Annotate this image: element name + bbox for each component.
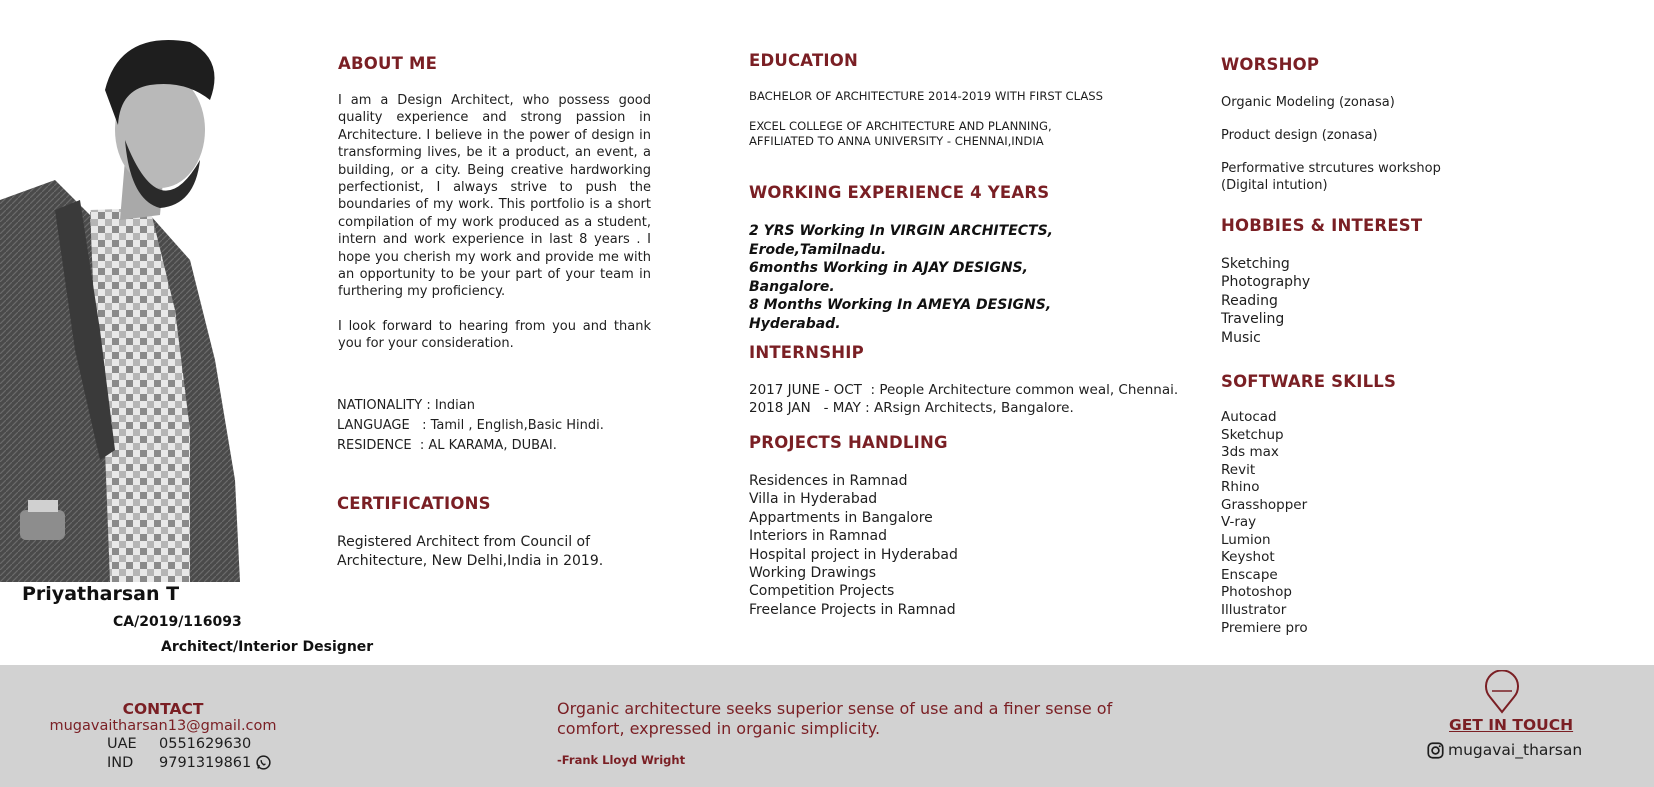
list-item: 3ds max — [1221, 444, 1279, 461]
list-item: Interiors in Ramnad — [749, 528, 888, 545]
workshop-list — [1221, 94, 1441, 210]
personal-details — [337, 396, 604, 456]
quote-text: Organic architecture seeks superior sense of use and a finer sense of comfort, expressed in organic simplicity. — [557, 699, 1113, 738]
experience-line: 6months Working in AJAY DESIGNS, — [749, 260, 1028, 276]
instagram-handle: mugavai_tharsan — [1448, 741, 1583, 759]
phone-uae-number: 0551629630 — [159, 736, 252, 752]
experience-heading: WORKING EXPERIENCE 4 YEARS — [749, 183, 1050, 202]
experience-line: Hyderabad. — [749, 315, 841, 332]
experience-line: Bangalore. — [749, 278, 835, 295]
quote-author: -Frank Lloyd Wright — [557, 753, 686, 767]
language: LANGUAGE : Tamil , English,Basic Hindi. — [337, 418, 604, 433]
list-item: V-ray — [1221, 514, 1257, 531]
certifications-heading: CERTIFICATIONS — [337, 494, 491, 513]
education-college: EXCEL COLLEGE OF ARCHITECTURE AND PLANNING, — [749, 119, 1052, 133]
list-item: Keyshot — [1221, 549, 1275, 566]
list-item: Working Drawings — [749, 565, 877, 582]
list-item: Sketchup — [1221, 426, 1284, 443]
education-heading: EDUCATION — [749, 51, 858, 70]
list-item: Revit — [1221, 461, 1256, 478]
internship-heading: INTERNSHIP — [749, 343, 864, 362]
list-item: Rhino — [1221, 479, 1260, 496]
hobbies-list — [1221, 255, 1310, 347]
profile-name: Priyatharsan T — [22, 583, 180, 605]
portrait-image — [0, 30, 250, 582]
about-heading: ABOUT ME — [338, 54, 438, 73]
list-item: Appartments in Bangalore — [749, 509, 933, 526]
list-item: Organic Modeling (zonasa) — [1221, 95, 1395, 110]
list-item: Competition Projects — [749, 583, 895, 600]
registration-number: CA/2019/116093 — [113, 614, 242, 630]
phone-uae-label: UAE — [107, 736, 137, 752]
list-item: Sketching — [1221, 256, 1290, 272]
residence: RESIDENCE : AL KARAMA, DUBAI. — [337, 438, 557, 453]
list-item: Enscape — [1221, 566, 1278, 583]
education-affiliation: AFFILIATED TO ANNA UNIVERSITY - CHENNAI,INDIA — [749, 134, 1044, 148]
list-item: Traveling — [1221, 311, 1285, 328]
hobbies-heading: HOBBIES & INTEREST — [1221, 216, 1423, 235]
list-item: Product design (zonasa) — [1221, 128, 1378, 143]
phone-ind-number: 9791319861 — [159, 754, 252, 771]
list-item: Photography — [1221, 274, 1311, 291]
projects-heading: PROJECTS HANDLING — [749, 433, 948, 452]
internship-list — [749, 381, 1178, 417]
list-item: Premiere pro — [1221, 619, 1308, 636]
get-in-touch-link[interactable]: GET IN TOUCH — [1449, 716, 1574, 734]
instagram-handle-link[interactable] — [1427, 741, 1582, 759]
list-item: Residences in Ramnad — [749, 473, 908, 489]
experience-line: 2 YRS Working In VIRGIN ARCHITECTS, — [749, 223, 1053, 239]
internship-line: 2017 JUNE - OCT : People Architecture common weal, Chennai. — [749, 382, 1179, 398]
list-item: Photoshop — [1221, 584, 1292, 601]
experience-line: 8 Months Working In AMEYA DESIGNS, — [749, 297, 1052, 313]
software-list — [1221, 409, 1308, 637]
certifications-text: Registered Architect from Council of Architecture, New Delhi,India in 2019. — [337, 534, 604, 569]
location-pin-icon — [1483, 670, 1521, 714]
contact-heading: CONTACT — [122, 700, 204, 718]
projects-list — [749, 472, 958, 619]
list-item: Illustrator — [1221, 602, 1287, 619]
education-degree: BACHELOR OF ARCHITECTURE 2014-2019 WITH FIRST CLASS — [749, 89, 1103, 103]
about-paragraph-2: I look forward to hearing from you and thank you for your consideration. — [338, 318, 651, 352]
contact-email-link[interactable]: mugavaitharsan13@gmail.com — [49, 718, 277, 734]
phone-ind-label: IND — [107, 754, 134, 771]
list-item: Reading — [1221, 292, 1278, 309]
list-item: Grasshopper — [1221, 496, 1308, 513]
list-item: Performative strcutures workshop — [1221, 161, 1441, 176]
education-details — [749, 89, 1103, 149]
profile-role: Architect/Interior Designer — [161, 639, 374, 655]
about-paragraph-1: I am a Design Architect, who possess good quality experience and strong passion in Architecture. I believe in the power of design in transforming lives, be it a product, an event, a building, or a city. Being creative hardworking perfectionist, I always strive to push the boundaries of my work. This portfolio is a short compilation of my work produced as a student, intern and work experience in last 8 years . I hope you cherish my work and provide me with an opportunity to be your part of your team in furthering my proficiency. — [338, 93, 651, 300]
experience-list — [749, 222, 1053, 333]
nationality: NATIONALITY : Indian — [337, 398, 475, 413]
list-item: Villa in Hyderabad — [749, 491, 878, 508]
phone-ind[interactable] — [107, 754, 272, 771]
list-item: (Digital intution) — [1221, 178, 1328, 193]
list-item: Autocad — [1221, 409, 1277, 425]
list-item: Hospital project in Hyderabad — [749, 546, 958, 563]
whatsapp-icon[interactable] — [255, 754, 272, 771]
phone-uae[interactable] — [107, 736, 251, 752]
list-item: Freelance Projects in Ramnad — [749, 601, 956, 618]
instagram-icon — [1427, 742, 1444, 759]
workshop-heading: WORSHOP — [1221, 55, 1320, 74]
experience-line: Erode,Tamilnadu. — [749, 241, 887, 258]
internship-line: 2018 JAN - MAY : ARsign Architects, Bangalore. — [749, 400, 1074, 416]
about-text — [338, 92, 651, 353]
list-item: Lumion — [1221, 531, 1271, 548]
list-item: Music — [1221, 329, 1261, 346]
software-heading: SOFTWARE SKILLS — [1221, 372, 1397, 391]
